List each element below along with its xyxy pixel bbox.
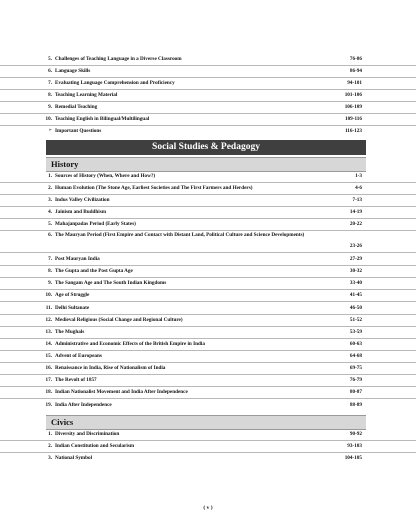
- arrow-bullet-icon: ➢: [48, 128, 52, 133]
- item-number: 5.: [48, 56, 52, 62]
- item-pages: 53-59: [349, 329, 362, 335]
- item-pages: 104-105: [344, 455, 362, 461]
- item-pages: 1-3: [355, 173, 362, 179]
- item-pages: 116-123: [344, 128, 362, 134]
- item-number: 8.: [48, 268, 52, 274]
- item-number: 10.: [45, 292, 52, 298]
- item-pages: 4-6: [355, 185, 362, 191]
- page-number: ( v ): [203, 505, 213, 511]
- item-number: 7.: [48, 80, 52, 86]
- item-number: 17.: [45, 377, 52, 383]
- item-pages: 33-40: [349, 280, 362, 286]
- item-title: Age of Struggle: [55, 292, 90, 298]
- item-pages: 20-22: [349, 221, 362, 227]
- item-number: 3.: [48, 197, 52, 203]
- item-title: National Symbol: [55, 455, 93, 461]
- list-item: [0, 125, 416, 137]
- item-pages: 7-13: [352, 197, 362, 203]
- item-title: Human Evolution (The Stone Age, Earliest Societies and The First Farmers and Herders): [55, 185, 253, 191]
- item-title: Jainism and Buddhism: [55, 209, 107, 215]
- item-number: 4.: [48, 209, 52, 215]
- section-heading-label: History: [51, 159, 79, 169]
- item-number: 2.: [48, 443, 52, 449]
- item-number: 11.: [45, 305, 52, 311]
- item-title: The Revolt of 1857: [55, 377, 97, 383]
- item-pages: 94-101: [347, 80, 362, 86]
- item-title: The Mughals: [55, 329, 85, 335]
- item-pages: 88-89: [349, 402, 362, 408]
- item-pages: 51-52: [349, 317, 362, 323]
- item-number: 5.: [48, 221, 52, 227]
- item-pages: 60-63: [349, 341, 362, 347]
- item-title: Challenges of Teaching Language in a Diverse Classroom: [55, 56, 182, 62]
- item-title: The Mauryan Period (First Empire and Contact with Distant Land, Political Culture and Science Developments): [55, 232, 305, 238]
- item-title: Remedial Teaching: [55, 104, 98, 110]
- item-title: Indus Valley Civilization: [55, 197, 110, 203]
- item-title: Teaching Learning Material: [55, 92, 118, 98]
- item-pages: 41-45: [349, 292, 362, 298]
- item-number: 15.: [45, 353, 52, 359]
- item-pages: 64-68: [349, 353, 362, 359]
- item-pages: 30-32: [349, 268, 362, 274]
- item-pages: 23-26: [349, 242, 362, 249]
- item-title: Sources of History (When, Where and How?): [55, 173, 156, 179]
- item-number: 13.: [45, 329, 52, 335]
- item-title: Indian Nationalist Movement and India After Independence: [55, 389, 188, 395]
- item-pages: 69-75: [349, 365, 362, 371]
- item-number: 6.: [48, 232, 52, 238]
- item-number: 10.: [45, 116, 52, 122]
- item-number: 8.: [48, 92, 52, 98]
- item-number: 19.: [45, 402, 52, 408]
- item-title: Post Mauryan India: [55, 256, 100, 262]
- item-pages: 101-106: [344, 92, 362, 98]
- item-number: 1.: [48, 173, 52, 179]
- item-number: 14.: [45, 341, 52, 347]
- list-item: [0, 289, 416, 302]
- item-pages: 106-109: [344, 104, 362, 110]
- item-title: Teaching English in Bilingual/Multilingual: [55, 116, 150, 122]
- item-number: 3.: [48, 455, 52, 461]
- item-title: Administrative and Economic Effects of the British Empire in India: [55, 341, 205, 347]
- item-pages: 86-94: [349, 68, 362, 74]
- item-number: 1.: [48, 431, 52, 437]
- item-number: 6.: [48, 68, 52, 74]
- section-heading-label: Civics: [51, 417, 74, 427]
- section-banner: Social Studies & Pedagogy: [46, 140, 366, 155]
- item-number: 12.: [45, 317, 52, 323]
- item-pages: 76-86: [349, 56, 362, 62]
- item-number: 9.: [48, 104, 52, 110]
- item-pages: 80-87: [349, 389, 362, 395]
- list-item: [0, 399, 416, 411]
- item-pages: 27-29: [349, 256, 362, 262]
- item-title: Important Questions: [55, 128, 102, 134]
- item-title: Advent of Europeans: [55, 353, 102, 359]
- item-pages: 93-103: [347, 443, 362, 449]
- item-title: The Gupta and the Post Gupta Age: [55, 268, 133, 274]
- item-number: 7.: [48, 256, 52, 262]
- item-pages: 46-50: [349, 305, 362, 311]
- item-title: Mahajanpadas Period (Early States): [55, 221, 136, 227]
- item-number: 2.: [48, 185, 52, 191]
- item-title: Evaluating Language Comprehension and Proficiency: [55, 80, 175, 86]
- item-number: 18.: [45, 389, 52, 395]
- item-pages: 76-79: [349, 377, 362, 383]
- item-pages: 90-92: [349, 431, 362, 437]
- item-number: 16.: [45, 365, 52, 371]
- item-title: Diversity and Discrimination: [55, 431, 120, 437]
- item-title: India After Independence: [55, 402, 112, 408]
- item-title: Medieval Religious (Social Change and Regional Culture): [55, 317, 183, 323]
- item-title: The Sangam Age and The South Indian Kingdoms: [55, 280, 167, 286]
- item-number: 9.: [48, 280, 52, 286]
- item-pages: 14-19: [349, 209, 362, 215]
- item-pages: 109-116: [344, 116, 362, 122]
- list-item: [0, 386, 416, 399]
- item-title: Indian Constitution and Secularism: [55, 443, 135, 449]
- item-title: Delhi Sultanate: [55, 305, 90, 311]
- list-item: [0, 452, 416, 464]
- item-title: Language Skills: [55, 68, 91, 74]
- list-item: [0, 230, 416, 253]
- item-title: Renaissance in India, Rise of Nationalism of India: [55, 365, 166, 371]
